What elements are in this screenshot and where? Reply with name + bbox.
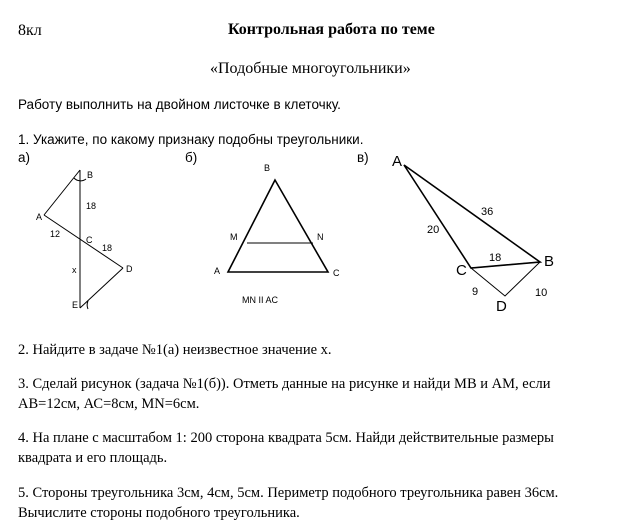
fig-a-point-b: B [87, 170, 94, 180]
fig-a-point-a: A [36, 212, 43, 222]
fig-c-length-cd: 9 [472, 286, 479, 298]
fig-a-point-d: D [126, 264, 133, 274]
fig-a-length-bc: 18 [86, 201, 97, 211]
fig-b-point-n: N [317, 232, 324, 242]
fig-a-length-cd: 18 [102, 243, 113, 253]
fig-b-point-m: M [230, 232, 238, 242]
fig-a-point-c: C [86, 235, 93, 245]
fig-c-point-b: B [544, 253, 555, 270]
fig-c-point-c: C [456, 262, 467, 279]
fig-b-point-b: B [264, 163, 271, 173]
task-1-label-a: а) [18, 150, 31, 165]
task-5-line-2: Вычислите стороны подобного треугольника. [18, 505, 300, 521]
fig-c-triangle-acb [404, 165, 540, 268]
task-3-line-2: АВ=12см, АС=8см, МN=6см. [18, 396, 200, 412]
task-1-label-c: в) [357, 150, 369, 165]
task-1-label-b: б) [185, 150, 198, 165]
fig-a-point-e: E [72, 300, 79, 310]
fig-b-caption: MN II AC [242, 295, 279, 305]
fig-c-length-ac: 20 [427, 224, 440, 236]
task-4-line-1: 4. На плане с масштабом 1: 200 сторона квадрата 5см. Найди действительные размеры [18, 430, 554, 446]
page-subtitle: «Подобные многоугольники» [210, 60, 411, 77]
fig-c-length-ab: 36 [481, 206, 494, 218]
task-5-line-1: 5. Стороны треугольника 3см, 4см, 5см. Периметр подобного треугольника равен 36см. [18, 485, 559, 501]
task-3-line-1: 3. Сделай рисунок (задача №1(б)). Отметь данные на рисунке и найди МВ и АМ, если [18, 376, 551, 392]
fig-c-point-a: A [392, 153, 403, 170]
instruction-text: Работу выполнить на двойном листочке в клеточку. [18, 97, 341, 112]
task-1-text: 1. Укажите, по какому признаку подобны треугольники. [18, 132, 364, 147]
task-2-text: 2. Найдите в задаче №1(а) неизвестное значение х. [18, 342, 332, 358]
fig-a-length-ce: x [72, 265, 77, 275]
fig-c-point-d: D [496, 298, 507, 315]
fig-c-length-cb: 18 [489, 252, 502, 264]
fig-c-triangle-cdb [471, 262, 540, 296]
task-4-line-2: квадрата и его площадь. [18, 450, 168, 466]
fig-c-length-db: 10 [535, 287, 548, 299]
fig-b-point-c: C [333, 268, 340, 278]
fig-a-length-ac: 12 [50, 229, 61, 239]
fig-b-point-a: A [214, 266, 221, 276]
page-title: Контрольная работа по теме [228, 21, 435, 38]
grade-label: 8кл [18, 22, 42, 39]
